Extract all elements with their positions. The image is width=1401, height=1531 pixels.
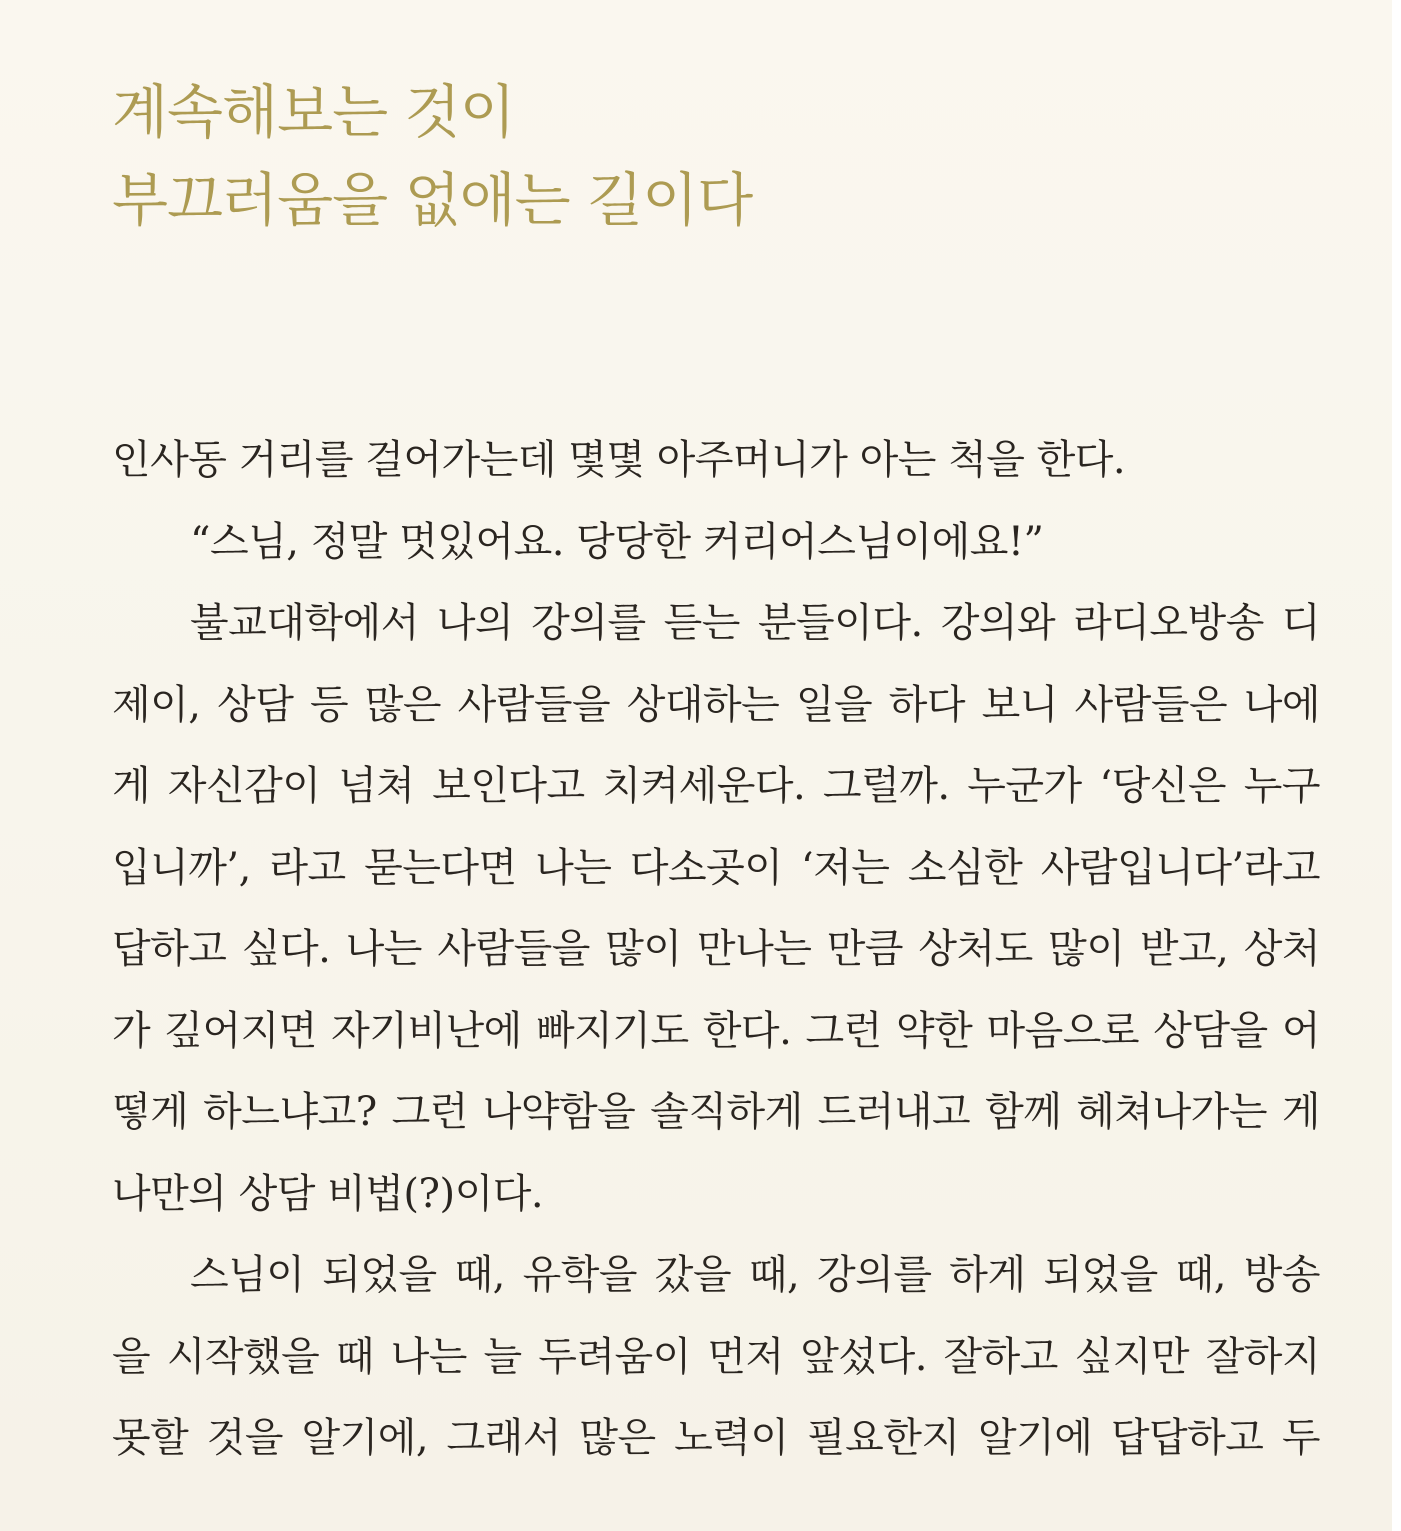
body-text [112, 420, 1320, 1480]
text-line: 못할 것을 알기에, 그래서 많은 노력이 필요한지 알기에 답답하고 두 [112, 1415, 1320, 1461]
chapter-title [112, 68, 752, 244]
text-line: 떻게 하느냐고? 그런 나약함을 솔직하게 드러내고 함께 헤쳐나가는 게 [112, 1089, 1320, 1135]
text-line: 게 자신감이 넘쳐 보인다고 치켜세운다. 그럴까. 누군가 ‘당신은 누구 [112, 763, 1320, 809]
text-line: 입니까’, 라고 묻는다면 나는 다소곳이 ‘저는 소심한 사람입니다’라고 [112, 844, 1320, 891]
text-line: 답하고 싶다. 나는 사람들을 많이 만나는 만큼 상처도 많이 받고, 상처 [112, 926, 1320, 972]
page-edge [1392, 0, 1401, 1531]
text-line: “스님, 정말 멋있어요. 당당한 커리어스님이에요!” [190, 518, 1044, 565]
text-line: 인사동 거리를 걸어가는데 몇몇 아주머니가 아는 척을 한다. [112, 437, 1126, 483]
text-line: 가 깊어지면 자기비난에 빠지기도 한다. 그런 약한 마음으로 상담을 어 [112, 1007, 1320, 1054]
text-line: 스님이 되었을 때, 유학을 갔을 때, 강의를 하게 되었을 때, 방송 [190, 1252, 1320, 1298]
text-line: 제이, 상담 등 많은 사람들을 상대하는 일을 하다 보니 사람들은 나에 [112, 681, 1320, 728]
text-line: 나만의 상담 비법(?)이다. [112, 1170, 544, 1217]
chapter-title-line-1: 계속해보는 것이 [112, 78, 515, 146]
text-line: 을 시작했을 때 나는 늘 두려움이 먼저 앞섰다. 잘하고 싶지만 잘하지 [112, 1333, 1320, 1380]
chapter-title-line-2: 부끄러움을 없애는 길이다 [112, 166, 753, 234]
text-line: 불교대학에서 나의 강의를 듣는 분들이다. 강의와 라디오방송 디 [190, 600, 1320, 646]
